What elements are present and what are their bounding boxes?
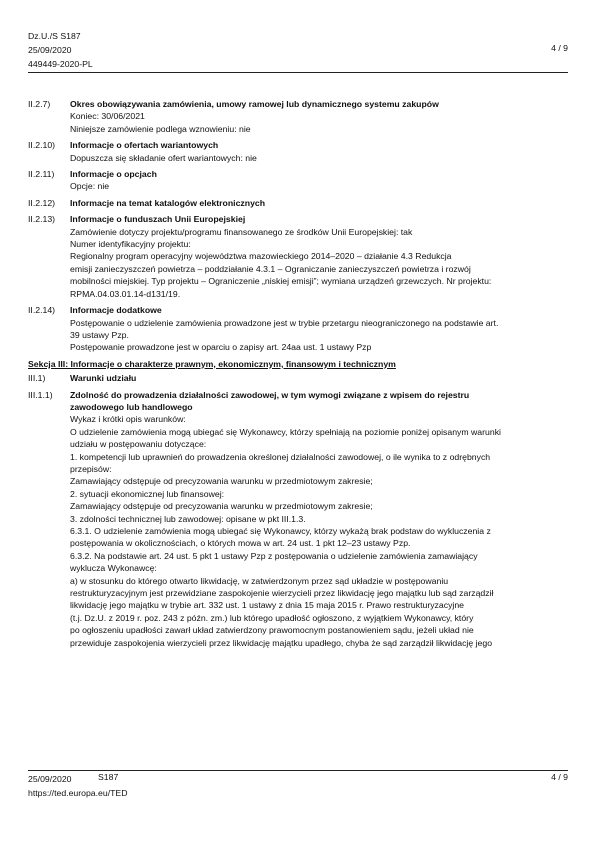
section-text-line: 3. zdolności technicznej lub zawodowej: opisane w pkt III.1.3. [70,513,306,524]
section-title: Informacje o opcjach [70,169,157,180]
section-text-line: Niniejsze zamówienie podlega wznowieniu: nie [70,123,251,134]
section-text-line: Wykaz i krótki opis warunków: [70,414,186,425]
section-title: Informacje o funduszach Unii Europejskiej [70,214,246,225]
section-text-line: mobilności miejskiej. Typ projektu – Ograniczenie „niskiej emisji”; wymiana urządzeń grzewczych. Nr projektu: [70,276,492,287]
section-title: Warunki udziału [70,373,137,384]
section-text-line: Dopuszcza się składanie ofert wariantowych: nie [70,152,257,163]
section-row [28,168,568,193]
section-3-heading: Sekcja III: Informacje o charakterze prawnym, ekonomicznym, finansowym i technicznym [28,358,396,369]
section-text-line: a) w stosunku do którego otwarto likwidację, w zatwierdzonym przez sąd układzie w postępowaniu [70,575,449,586]
section-text-line: Opcje: nie [70,181,110,192]
section-text-line: przewiduje zaspokojenia wierzycieli przez likwidację majątku upadłego, chyba że sąd zarządził likwidację jego [70,637,493,648]
section-number: II.2.12) [28,197,56,208]
section-number: II.2.14) [28,305,56,316]
section-text-line: Zamawiający odstępuje od precyzowania warunku w przedmiotowym zakresie; [70,476,373,487]
section-row [28,139,568,164]
section-text-line: postępowania w okolicznościach, o których mowa w art. 24 ust. 1 pkt 12–23 ustawy Pzp. [70,538,411,549]
section-text-line: restrukturyzacyjnym jest przewidziane zaspokojenie wierzycieli przez likwidację jego majątku lub sąd zarządził [70,588,494,599]
section-text-line: O udzielenie zamówienia mogą ubiegać się Wykonawcy, którzy spełniają na poziomie poniżej opisanym warunki [70,426,501,437]
section-text-line: Regionalny program operacyjny województwa mazowieckiego 2014–2020 – działanie 4.3 Redukcja [70,251,452,262]
section-text-line: Postępowanie o udzielenie zamówienia prowadzone jest w trybie przetargu nieograniczonego na podstawie art. [70,317,499,328]
section-text-line: 1. kompetencji lub uprawnień do prowadzenia określonej działalności zawodowej, o ile wynika to z odrębnych [70,451,491,462]
section-row [28,98,568,135]
section-body [70,213,568,300]
page-header [28,29,93,71]
section-text-line: RPMA.04.03.01.14-d131/19. [70,288,181,299]
document-id: 449449-2020-PL [28,59,93,69]
section-text-line: 39 ustawy Pzp. [70,329,129,340]
section-body [70,139,568,164]
section-row [28,304,568,354]
section-text-line: (t.j. Dz.U. z 2019 r. poz. 243 z późn. zm.) lub którego upadłość ogłoszono, z wyjątkiem Wykonawcy, który [70,612,474,623]
section-text-line: Postępowanie prowadzone jest w oparciu o zapisy art. 24aa ust. 1 ustawy Pzp [70,342,372,353]
section-text-line: likwidację jego majątku w trybie art. 332 ust. 1 ustawy z dnia 15 maja 2015 r. Prawo restrukturyzacyjne [70,600,465,611]
section-title: Informacje na temat katalogów elektronicznych [70,197,266,208]
section-title: Informacje o ofertach wariantowych [70,140,219,151]
section-text-line: 6.3.2. Na podstawie art. 24 ust. 5 pkt 1 ustawy Pzp z postępowania o udzielenie zamówienia zamawiający [70,550,478,561]
section-text-line: udziału w postępowaniu dotyczące: [70,439,207,450]
section-row [28,372,568,384]
header-page-number: 4 / 9 [551,43,568,53]
section-body [70,372,568,384]
section-text-line: Zamówienie dotyczy projektu/programu finansowanego ze środków Unii Europejskiej: tak [70,226,413,237]
section-text-line: po ogłoszeniu upadłości zawarł układ zatwierdzony prawomocnym postanowieniem sądu, jeżeli układ nie [70,625,474,636]
section-number: II.2.13) [28,214,56,225]
section-text-line: wyklucza Wykonawcę: [70,563,157,574]
section-body [70,389,568,650]
section-row [28,213,568,300]
document-body [28,98,568,653]
section-number: II.2.11) [28,169,55,180]
section-body [70,304,568,354]
journal-ref: Dz.U./S S187 [28,31,81,41]
section-title: Okres obowiązywania zamówienia, umowy ramowej lub dynamicznego systemu zakupów [70,99,439,109]
footer-divider [28,770,568,771]
footer-url[interactable]: https://ted.europa.eu/TED [28,788,128,798]
section-title-line: zawodowego lub handlowego [70,401,193,412]
section-number: II.2.10) [28,140,56,151]
section-row [28,197,568,209]
section-body [70,168,568,193]
section-title: Informacje dodatkowe [70,305,162,316]
section-number: III.1.1) [28,389,53,400]
section-text-line: 6.3.1. O udzielenie zamówienia mogą ubiegać się Wykonawcy, którzy wykażą brak podstaw do wykluczenia z [70,526,491,536]
footer-doc-ref: S187 [98,772,119,782]
section-text-line: emisji zanieczyszczeń powietrza – poddziałanie 4.3.1 – Ograniczanie zanieczyszczeń powietrza i rozwój [70,263,471,274]
footer-page-number: 4 / 9 [551,772,568,782]
section-text-line: Zamawiający odstępuje od precyzowania warunku w przedmiotowym zakresie; [70,501,373,512]
publication-date: 25/09/2020 [28,45,72,55]
footer-date: 25/09/2020 [28,774,72,784]
section-body [70,197,568,209]
section-text-line: Numer identyfikacyjny projektu: [70,239,191,250]
section-row [28,389,568,650]
section-text-line: 2. sytuacji ekonomicznej lub finansowej: [70,488,225,499]
section-body [70,98,568,135]
section-number: II.2.7) [28,99,51,109]
section-title-line: Zdolność do prowadzenia działalności zawodowej, w tym wymogi związane z wpisem do rejestru [70,389,470,400]
section-text-line: Koniec: 30/06/2021 [70,111,145,122]
section-text-line: przepisów: [70,463,112,474]
header-divider [28,72,568,73]
section-number: III.1) [28,373,46,384]
